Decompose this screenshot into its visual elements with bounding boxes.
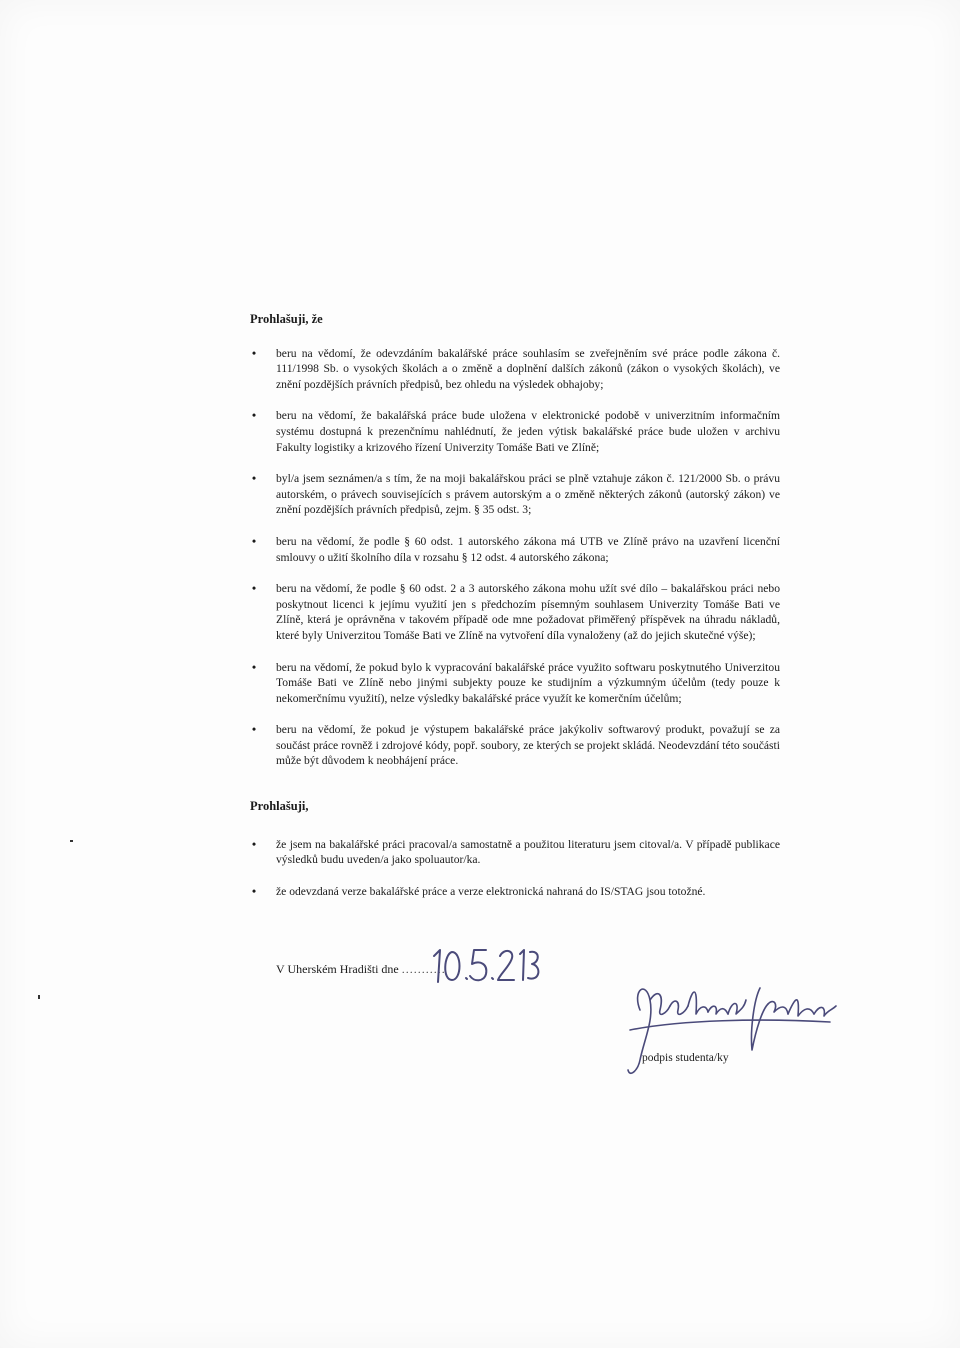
list-item-text: beru na vědomí, že podle § 60 odst. 1 autorského zákona má UTB ve Zlíně právo na uzavření licenční smlouvy o užití školního díla v rozsahu § 12 odst. 4 autorského zákona;	[276, 534, 780, 564]
list-item	[250, 581, 780, 643]
list-item-text: beru na vědomí, že odevzdáním bakalářské práce souhlasím se zveřejněním své práce podle zákona č. 111/1998 Sb. o vysokých školách a o změně a doplnění dalších zákonů (zákon o vysokých školách), ve znění pozdějších právních předpisů, bez ohledu na výsledek obhajoby;	[276, 346, 780, 391]
bullet-icon: •	[252, 837, 257, 851]
place-label: V Uherském Hradišti dne	[276, 962, 399, 976]
bullet-icon: •	[252, 346, 257, 360]
bullet-icon: •	[252, 472, 257, 486]
bullet-icon: •	[252, 723, 257, 737]
list-item	[250, 884, 780, 900]
place-date-line	[276, 962, 446, 977]
list-item-text: beru na vědomí, že pokud je výstupem bakalářské práce jakýkoliv softwarový produkt, považují se za součást práce rovněž i zdrojové kódy, popř. soubory, ze kterých se projekt skládá. Neodevzdání této součásti může být důvodem k neobhájení práce.	[276, 723, 780, 768]
bullet-icon: •	[252, 660, 257, 674]
scan-speck	[70, 840, 73, 842]
declaration-list-1	[250, 346, 780, 769]
signature-caption: podpis studenta/ky	[642, 1052, 729, 1064]
list-item	[250, 534, 780, 565]
list-item	[250, 837, 780, 868]
list-item	[250, 346, 780, 393]
bullet-icon: •	[252, 884, 257, 898]
bullet-icon: •	[252, 409, 257, 423]
date-dots: ...........	[401, 962, 446, 976]
scan-speck	[38, 995, 40, 999]
list-item-text: že jsem na bakalářské práci pracoval/a samostatně a použitou literaturu jsem citoval/a. V případě publikace výsledků budu uveden/a jako spoluautor/ka.	[276, 837, 780, 867]
declaration-heading-1: Prohlašuji, že	[250, 312, 323, 326]
list-item	[250, 722, 780, 769]
list-item-text: beru na vědomí, že podle § 60 odst. 2 a 3 autorského zákona mohu užít své dílo – bakalářskou práci nebo poskytnout licenci k jejímu využití jen s předchozím písemným souhlasem Univerzity Tomáše Bati ve Zlíně, která je oprávněna v takovém případě ode mne požadovat přiměřený příspěvek na úhradu nákladů, které byly Univerzitou Tomáše Bati ve Zlíně na vytvoření díla vynaloženy (až do jejich skutečné výše);	[276, 582, 780, 642]
list-item-text: beru na vědomí, že pokud bylo k vypracování bakalářské práce využito softwaru poskytnutého Univerzitou Tomáše Bati ve Zlíně nebo jinými subjekty pouze ke studijním a výzkumným účelům (tedy pouze k nekomerčnímu využití), nelze výsledky bakalářské práce využít ke komerčním účelům;	[276, 660, 780, 705]
declaration-heading-2: Prohlašuji,	[250, 799, 309, 814]
handwritten-date-icon	[428, 942, 543, 990]
list-item-text: byl/a jsem seznámen/a s tím, že na moji bakalářskou práci se plně vztahuje zákon č. 121/2000 Sb. o právu autorském, o právech souvisejících s právem autorským a o změně některých zákonů (autorský zákon) ve znění pozdějších právních předpisů, zejm. § 35 odst. 3;	[276, 472, 780, 517]
list-item-text: beru na vědomí, že bakalářská práce bude uložena v elektronické podobě v univerzitním informačním systému dostupná k prezenčnímu nahlédnutí, že jeden výtisk bakalářské práce bude uložen v archivu Fakulty logistiky a krizového řízení Univerzity Tomáše Bati ve Zlíně;	[276, 409, 780, 454]
list-item	[250, 471, 780, 518]
list-item	[250, 408, 780, 455]
declaration-body	[250, 312, 780, 915]
list-item	[250, 660, 780, 707]
bullet-icon: •	[252, 582, 257, 596]
list-item-text: že odevzdaná verze bakalářské práce a verze elektronická nahraná do IS/STAG jsou totožné.	[276, 884, 706, 898]
declaration-list-2	[250, 837, 780, 900]
bullet-icon: •	[252, 534, 257, 548]
